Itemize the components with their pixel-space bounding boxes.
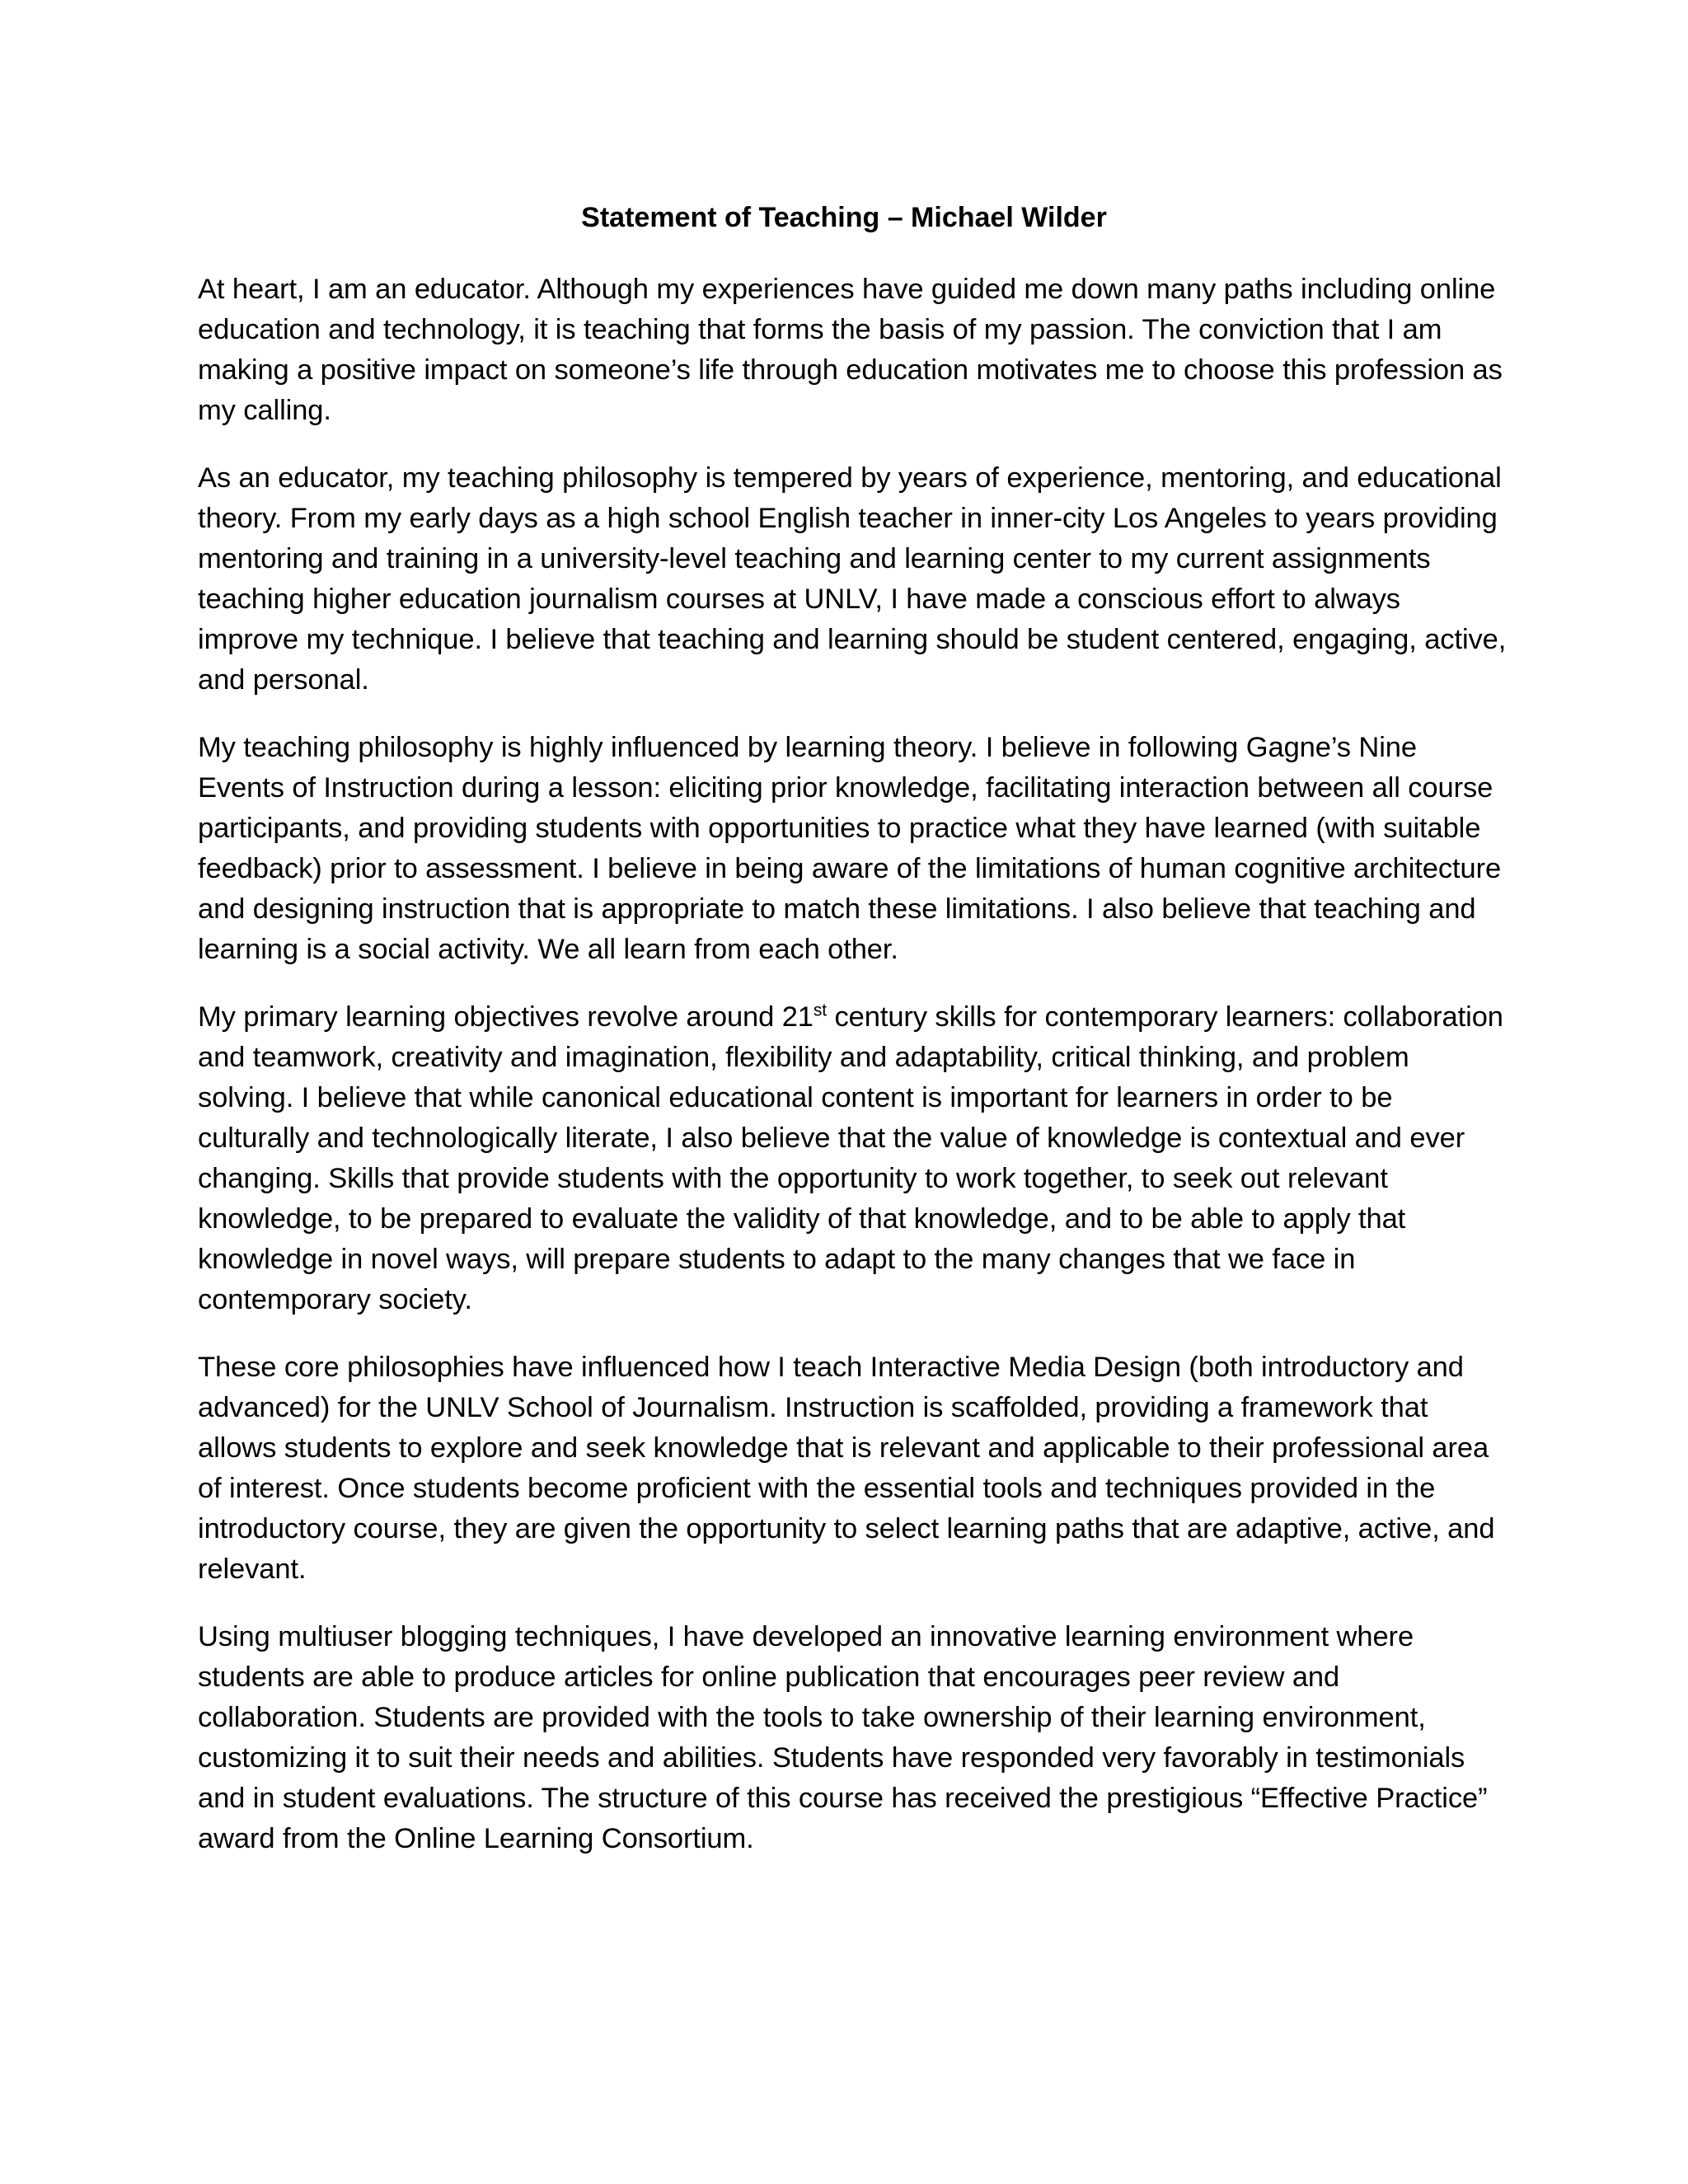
paragraph-philosophy: As an educator, my teaching philosophy is tempered by years of experience, mentoring, and educational theory. From my early days as a high school English teacher in inner-city Los Angeles to years providing mentoring and training in a university-level teaching and learning center to my current assignments teaching higher education journalism courses at UNLV, I have made a conscious effort to always improve my technique. I believe that teaching and learning should be student centered, engaging, active, and personal.: [198, 462, 1507, 696]
paragraph-learning-objectives: [198, 997, 1508, 1320]
document-title: Statement of Teaching – Michael Wilder: [581, 202, 1107, 233]
paragraph-learning-objectives-rest: century skills for contemporary learners: collaboration and teamwork, creativity and imagination, flexibility and adaptability, critical thinking, and problem solving. I believe that while canonical educational content is important for learners in order to be culturally and technologically literate, I also believe that the value of knowledge is contextual and ever changing. Skills that provide students with the opportunity to work together, to seek out relevant knowledge, to be prepared to evaluate the validity of that knowledge, and to be able to apply that knowledge in novel ways, will prepare students to adapt to the many changes that we face in contemporary society.: [198, 1001, 1503, 1315]
paragraph-learning-objectives-start: My primary learning objectives revolve around 21: [198, 1001, 814, 1033]
paragraph-blogging: Using multiuser blogging techniques, I have developed an innovative learning environment where students are able to produce articles for online publication that encourages peer review and collaboration. Students are provided with the tools to take ownership of their learning environment, customizing it to suit their needs and abilities. Students have responded very favorably in testimonials and in student evaluations. The structure of this course has received the prestigious “Effective Practice” award from the Online Learning Consortium.: [198, 1621, 1488, 1854]
paragraph-core-philosophies: These core philosophies have influenced how I teach Interactive Media Design (both introductory and advanced) for the UNLV School of Journalism. Instruction is scaffolded, providing a framework that allows students to explore and seek knowledge that is relevant and applicable to their professional area of interest. Once students become proficient with the essential tools and techniques provided in the introductory course, they are given the opportunity to select learning paths that are adaptive, active, and relevant.: [198, 1352, 1495, 1585]
ordinal-superscript: st: [813, 1001, 828, 1020]
document-body: [198, 269, 1508, 1886]
paragraph-intro: At heart, I am an educator. Although my experiences have guided me down many paths including online education and technology, it is teaching that forms the basis of my passion. The conviction that I am making a positive impact on someone’s life through education motivates me to choose this profession as my calling.: [198, 274, 1503, 426]
paragraph-learning-theory: My teaching philosophy is highly influenced by learning theory. I believe in following Gagne’s Nine Events of Instruction during a lesson: eliciting prior knowledge, facilitating interaction between all course participants, and providing students with opportunities to practice what they have learned (with suitable feedback) prior to assessment. I believe in being aware of the limitations of human cognitive architecture and designing instruction that is appropriate to match these limitations. I also believe that teaching and learning is a social activity. We all learn from each other.: [198, 732, 1502, 965]
